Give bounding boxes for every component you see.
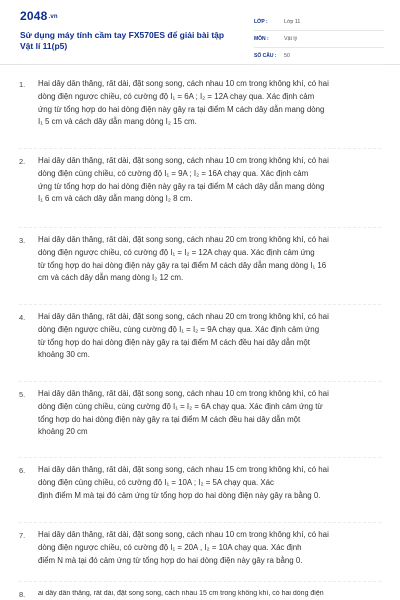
page-header	[0, 0, 400, 65]
question-text	[38, 590, 381, 600]
question-separator	[19, 457, 381, 458]
question-text	[38, 313, 381, 362]
question-text	[38, 80, 381, 129]
question-line: từ tổng hợp do hai dòng điện này gây ra tại điểm M cách dây dẫn mang dòng I₁ 16	[38, 260, 327, 270]
question-line: Hai dây dẫn thẳng, rất dài, đặt song song, cách nhau 10 cm trong không khí, có hai	[38, 531, 329, 539]
meta-label: MÔN :	[254, 36, 269, 42]
question-text	[38, 466, 381, 502]
question-line: khoảng 30 cm.	[38, 350, 90, 360]
question-separator	[19, 304, 381, 305]
question-line: dòng điện ngược chiều, có cường độ I₁ = 20A , I₂ = 10A chạy qua. Xác định	[38, 542, 302, 552]
question-number: 3.	[19, 236, 26, 245]
question-line: định điểm M mà tại đó cảm ứng từ tổng hợp do hai dòng điện này gây ra bằng 0.	[38, 490, 321, 500]
question-line: Hai dây dẫn thẳng, rất dài, đặt song song, cách nhau 15 cm trong không khí, có hai	[38, 466, 329, 474]
question-text	[38, 531, 381, 567]
question-line: ứng từ tổng hợp do hai dòng điện này gây ra tại điểm M cách dây dẫn mang dòng	[38, 181, 325, 191]
meta-label: SỐ CÂU :	[254, 53, 277, 59]
question-line: tổng hợp do hai dòng điện này gây ra tại điểm M cách đều hai dây dẫn một	[38, 414, 301, 424]
question-number: 5.	[19, 390, 26, 399]
meta-row-count	[254, 48, 384, 65]
question-number: 1.	[19, 80, 26, 89]
meta-value: 50	[284, 53, 290, 59]
document-meta	[254, 14, 384, 65]
question-separator	[19, 581, 381, 582]
question-line: Hai dây dẫn thẳng, rất dài, đặt song song, cách nhau 10 cm trong không khí, có hai	[38, 390, 329, 398]
logo-text: 2048	[20, 9, 48, 23]
question-line: điểm N mà tại đó cảm ứng từ tổng hợp do hai dòng điện này gây ra bằng 0.	[38, 555, 303, 565]
question-item	[19, 390, 381, 443]
question-line: từ tổng hợp do hai dòng điện này gây ra tại điểm M cách đều hai dây dẫn một	[38, 337, 310, 347]
question-number: 2.	[19, 157, 26, 166]
question-separator	[19, 381, 381, 382]
question-item	[19, 590, 381, 600]
meta-row-subject	[254, 31, 384, 48]
question-separator	[19, 227, 381, 228]
question-separator	[19, 148, 381, 149]
question-line: dòng điện ngược chiều, cùng cường độ I₁ = I₂ = 9A chạy qua. Xác định cảm ứng	[38, 324, 320, 334]
question-line: I₁ 5 cm và cách dây dẫn mang dòng I₂ 15 cm.	[38, 117, 197, 127]
question-item	[19, 236, 381, 289]
question-line: cm và cách dây dẫn mang dòng I₂ 12 cm.	[38, 273, 184, 283]
document-title: Sử dụng máy tính cầm tay FX570ES để giải bài tập Vật lí 11(p5)	[20, 30, 225, 51]
question-number: 4.	[19, 313, 26, 322]
question-line: dòng điện cùng chiều, có cường độ I₁ = 9A ; I₂ = 16A chạy qua. Xác định cảm	[38, 168, 309, 178]
question-line: Hai dây dẫn thẳng, rất dài, đặt song song, cách nhau 10 cm trong không khí, có hai	[38, 157, 329, 165]
question-line: dòng điện ngược chiều, có cường độ I₁ = 6A ; I₂ = 12A chạy qua. Xác định cảm	[38, 91, 315, 101]
meta-row-class	[254, 14, 384, 31]
meta-label: LỚP :	[254, 19, 268, 25]
question-line: Hai dây dẫn thẳng, rất dài, đặt song song, cách nhau 20 cm trong không khí, có hai	[38, 236, 329, 244]
question-text	[38, 157, 381, 206]
question-line: ai dây dẫn thẳng, rất dài, đặt song song, cách nhau 15 cm trong không khí, có hai dòng điện	[38, 590, 324, 597]
question-line: khoảng 20 cm	[38, 427, 88, 437]
question-item	[19, 531, 381, 571]
question-line: dòng điện cùng chiều, cùng cường độ I₁ = I₂ = 6A chạy qua. Xác định cảm ứng từ	[38, 401, 323, 411]
question-text	[38, 236, 381, 285]
question-line: Hai dây dẫn thẳng, rất dài, đặt song song, cách nhau 10 cm trong không khí, có hai	[38, 80, 329, 88]
question-item	[19, 157, 381, 210]
site-logo[interactable]	[20, 9, 58, 23]
question-item	[19, 313, 381, 366]
logo-suffix: .vn	[48, 14, 58, 20]
question-text	[38, 390, 381, 439]
question-line: ứng từ tổng hợp do hai dòng điện này gây ra tại điểm M cách dây dẫn mang dòng	[38, 104, 325, 114]
question-number: 7.	[19, 531, 26, 540]
meta-value: Vật lý	[284, 36, 298, 42]
question-item	[19, 80, 381, 133]
question-line: dòng điện cùng chiều, có cường độ I₁ = 10A ; I₂ = 5A chạy qua. Xác	[38, 477, 274, 487]
question-line: I₁ 6 cm và cách dây dẫn mang dòng I₂ 8 cm.	[38, 194, 193, 204]
question-separator	[19, 522, 381, 523]
meta-value: Lớp 11	[284, 19, 301, 25]
question-number: 8.	[19, 590, 26, 599]
question-line: Hai dây dẫn thẳng, rất dài, đặt song song, cách nhau 20 cm trong không khí, có hai	[38, 313, 329, 321]
question-line: dòng điện ngược chiều, có cường độ I₁ = I₂ = 12A chạy qua. Xác định cảm ứng	[38, 247, 315, 257]
question-item	[19, 466, 381, 506]
question-number: 6.	[19, 466, 26, 475]
